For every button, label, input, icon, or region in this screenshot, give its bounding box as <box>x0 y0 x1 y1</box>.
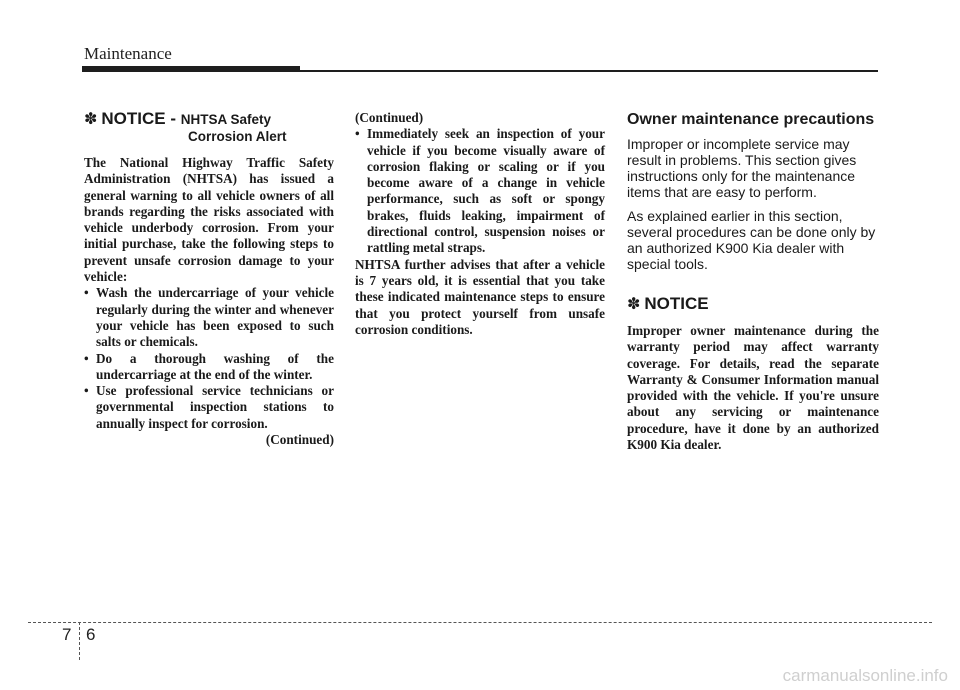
page-header-title: Maintenance <box>84 44 172 63</box>
column-3 <box>627 111 879 453</box>
continued-label: (Continued) <box>265 432 334 448</box>
list-item: • Use professional service technicians or governmental inspection stations to annually inspect for corrosion. <box>84 383 334 432</box>
nhtsa-intro-paragraph: The National Highway Traffic Safety Administration (NHTSA) has issued a general warning to all vehicle owners of all brands regarding the risks associated with vehicle underbody corrosion. From your initial purchase, take the following steps to prevent unsafe corrosion damage to your vehicle: <box>84 155 334 285</box>
notice-subtitle-2: Corrosion Alert <box>188 129 287 144</box>
continued-from-label: (Continued) <box>355 110 424 125</box>
precautions-paragraph-2: As explained earlier in this section, several procedures can be done only by an authorized K900 Kia dealer with special tools. <box>627 208 876 272</box>
notice-heading <box>627 294 879 315</box>
precautions-paragraph-1: Improper or incomplete service may result in problems. This section gives instructions only for the maintenance items that are easy to perform. <box>627 136 857 200</box>
notice-label: NOTICE <box>644 294 709 313</box>
list-item: • Immediately seek an inspection of your vehicle if you become visually aware of corrosion flaking or scaling or if you become aware of a change in vehicle performance, such as soft or spongy brakes, fluids leaking, impairment of directional control, suspension noises or rattling metal straps. <box>355 126 605 256</box>
column-1 <box>84 110 334 448</box>
list-item: • Do a thorough washing of the undercarriage at the end of the winter. <box>84 351 334 384</box>
nhtsa-bullet-list <box>84 285 334 432</box>
notice-subtitle-1: NHTSA Safety <box>180 112 272 127</box>
nhtsa-advice-paragraph: NHTSA further advises that after a vehicle is 7 years old, it is essential that you take these indicated maintenance steps to ensure that you protect yourself from unsafe corrosion conditions. <box>355 256 605 337</box>
notice-label: NOTICE - <box>101 109 181 128</box>
watermark-text: carmanualsonline.info <box>782 666 948 685</box>
header-rule-thick <box>82 66 300 72</box>
notice-paragraph: Improper owner maintenance during the warranty period may affect warranty coverage. For details, read the separate Warranty & Consumer Information manual provided with the vehicle. If you're unsure about any servicing or maintenance procedure, have it done by an authorized K900 Kia dealer. <box>627 323 879 453</box>
footer-divider <box>79 622 80 660</box>
page-number: 6 <box>86 625 96 644</box>
section-title: Owner maintenance precautions <box>627 111 875 128</box>
chapter-number: 7 <box>62 625 72 644</box>
nhtsa-bullet-list-continued <box>355 126 605 256</box>
column-2 <box>355 110 605 338</box>
header-rule-thin <box>300 70 878 72</box>
notice-star-icon: ✽ <box>84 111 98 128</box>
nhtsa-notice-heading <box>84 110 334 145</box>
footer-rule <box>28 622 932 623</box>
list-item: • Wash the undercarriage of your vehicle regularly during the winter and whenever your vehicle has been exposed to such salts or chemicals. <box>84 285 334 350</box>
notice-star-icon: ✽ <box>627 296 641 313</box>
